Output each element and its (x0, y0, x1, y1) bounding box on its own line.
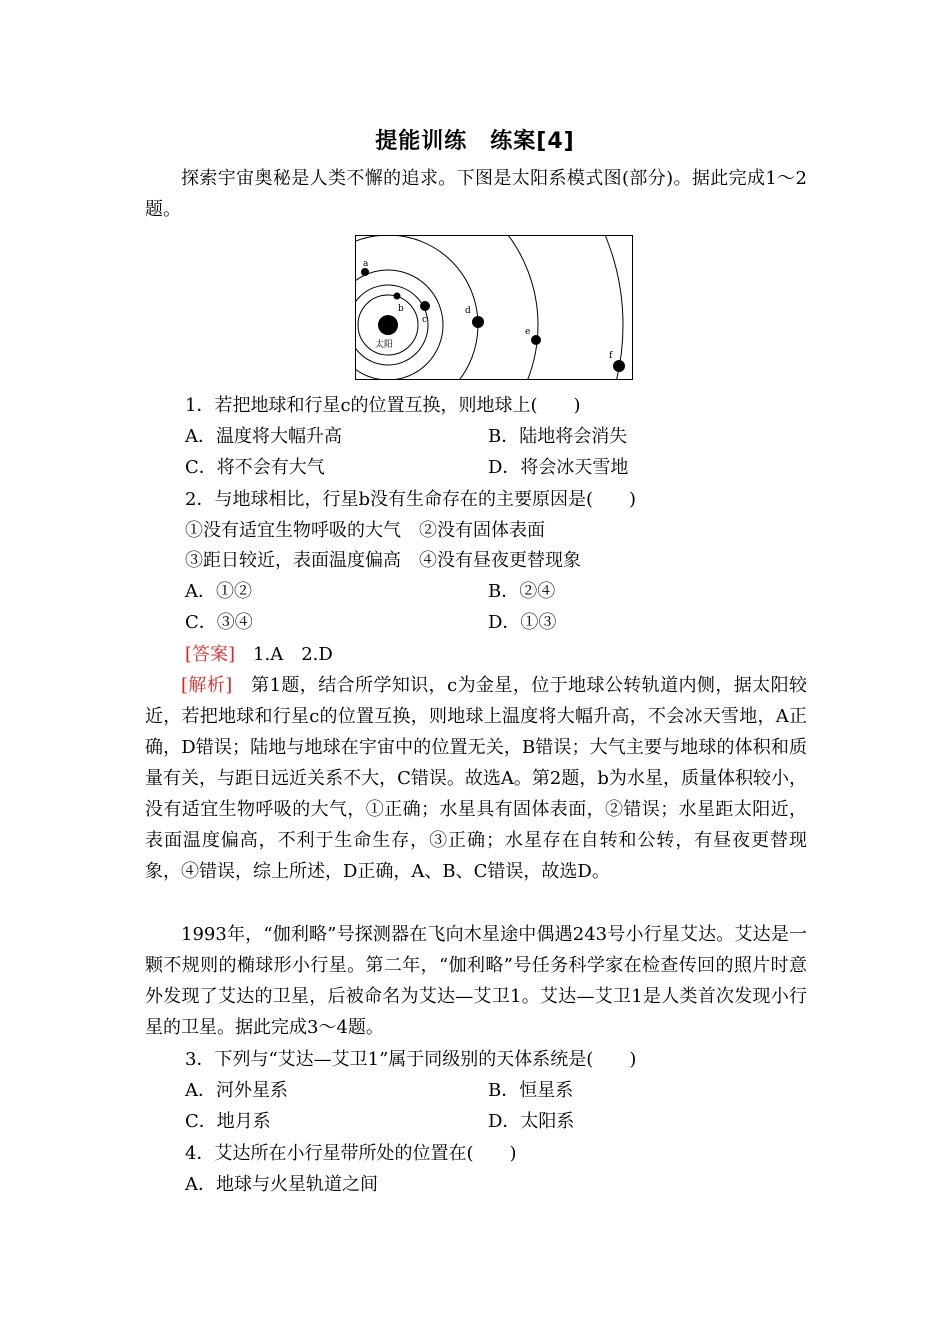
q3-option-a: A．河外星系 (185, 1080, 288, 1101)
q2-option-c: C．③④ (185, 612, 253, 633)
analysis-text: 第1题，结合所学知识，c为金星，位于地球公转轨道内侧，据太阳较近，若把地球和行星c的位置互换，则地球上温度将大幅升高，不会冰天雪地，A正确，D错误；陆地与地球在宇宙中的位置无关，B错误；大气主要与地球的体积和质量有关，与距日远近关系不大，C错误。故选A。第2题，b为水星，质量体积较小，没有适宜生物呼吸的大气，①正确；水星具有固体表面，②错误；水星距太阳近，表面温度偏高，不利于生命生存，③正确；水星存在自转和公转，有昼夜更替现象，④错误，综上所述，D正确，A、B、C错误，故选D。 (145, 675, 807, 882)
solar-system-diagram (355, 235, 633, 380)
planet-d (472, 316, 484, 328)
planet-b-label: b (398, 304, 404, 314)
planet-c-label: c (422, 315, 428, 325)
q2-option-d: D．①③ (488, 612, 557, 633)
q1-option-d: D．将会冰天雪地 (488, 457, 629, 478)
planet-e-label: e (525, 327, 531, 337)
planet-f-label: f (609, 351, 613, 361)
q2-option-a: A．①② (185, 581, 252, 602)
q2-statement-1: ①没有适宜生物呼吸的大气 ②没有固体表面 (185, 520, 545, 541)
q4-option-a: A．地球与火星轨道之间 (185, 1174, 378, 1195)
intro-paragraph-2: 1993年，“伽利略”号探测器在飞向木星途中偶遇243号小行星艾达。艾达是一颗不规则的椭球形小行星。第二年，“伽利略”号任务科学家在检查传回的照片时意外发现了艾达的卫星，后被命名为艾达—艾卫1。艾达—艾卫1是人类首次发现小行星的卫星。据此完成3～4题。 (145, 924, 807, 1038)
sun-dot (378, 315, 398, 335)
planet-a-label: a (363, 259, 369, 269)
question-1-stem: 1．若把地球和行星c的位置互换，则地球上( ) (185, 395, 581, 416)
question-4-stem: 4．艾达所在小行星带所处的位置在( ) (185, 1143, 517, 1164)
planet-c (420, 301, 430, 311)
q3-option-d: D．太阳系 (488, 1111, 575, 1132)
sun-label: 太阳 (375, 340, 394, 350)
q1-option-a: A．温度将大幅升高 (185, 426, 342, 447)
answer-tag: [答案] (185, 644, 236, 665)
planet-b (394, 293, 401, 300)
planet-a (361, 268, 369, 276)
q2-statement-2: ③距日较近，表面温度偏高 ④没有昼夜更替现象 (185, 550, 581, 571)
planet-d-label: d (465, 306, 471, 316)
analysis-tag: [解析] (181, 675, 233, 696)
answer-line (185, 639, 333, 670)
question-2-stem: 2．与地球相比，行星b没有生命存在的主要原因是( ) (185, 489, 637, 510)
q3-option-c: C．地月系 (185, 1111, 271, 1132)
solar-system-svg (355, 235, 633, 380)
planet-f (613, 360, 625, 372)
q1-option-c: C．将不会有大气 (185, 457, 325, 478)
planet-e (531, 335, 541, 345)
question-3-stem: 3．下列与“艾达—艾卫1”属于同级别的天体系统是( ) (185, 1049, 637, 1070)
page-title: 提能训练 练案[4] (375, 129, 575, 154)
analysis-paragraph (145, 670, 807, 887)
q1-option-b: B．陆地将会消失 (488, 426, 628, 447)
intro-paragraph-1: 探索宇宙奥秘是人类不懈的追求。下图是太阳系模式图(部分)。据此完成1～2题。 (145, 168, 807, 220)
answer-text: 1.A 2.D (235, 644, 333, 665)
q3-option-b: B．恒星系 (488, 1080, 574, 1101)
q2-option-b: B．②④ (488, 581, 556, 602)
